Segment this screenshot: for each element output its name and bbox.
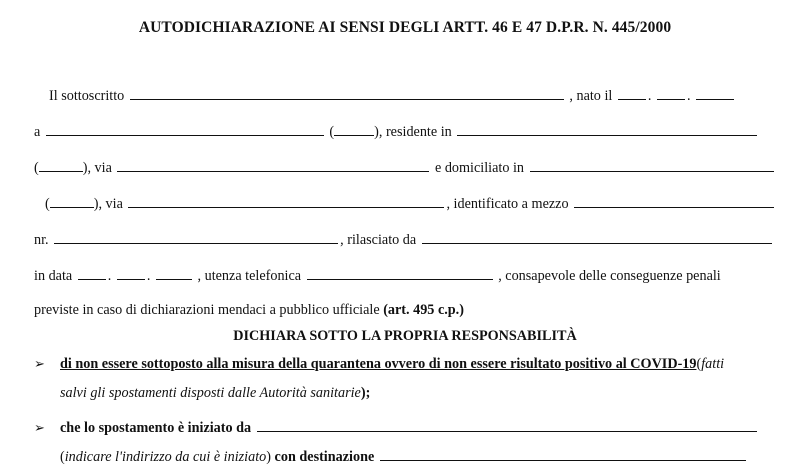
label-sottoscritto: Il sottoscritto [49, 88, 125, 104]
paren: ) [266, 449, 271, 465]
row-via-domicilio [34, 157, 776, 177]
row-sottoscritto [49, 85, 736, 105]
text-spostamento: che lo spostamento è iniziato da [60, 420, 252, 436]
field-issue-day[interactable] [78, 265, 106, 280]
field-phone[interactable] [307, 265, 493, 280]
section-heading: DICHIARA SOTTO LA PROPRIA RESPONSABILITÀ [233, 328, 577, 344]
label-domiciliato: e domiciliato in [434, 160, 525, 176]
field-issue-month[interactable] [117, 265, 145, 280]
row-documento [34, 229, 774, 249]
text-art-495: (art. 495 c.p.) [383, 302, 464, 318]
label-a: a [34, 124, 41, 140]
bullet-spostamento [34, 417, 759, 437]
paren: ( [60, 449, 65, 465]
row-via-identificato [45, 193, 776, 213]
row-destinazione [60, 446, 748, 466]
label-via: ), via [93, 196, 123, 212]
arrow-bullet-icon: ➢ [34, 356, 45, 371]
dot: . [146, 268, 151, 284]
label-residente: ), residente in [374, 124, 452, 140]
text-previste: previste in caso di dichiarazioni mendaci a pubblico ufficiale [34, 302, 380, 318]
dot: . [647, 88, 652, 104]
field-issue-year[interactable] [156, 265, 192, 280]
field-residence-street[interactable] [117, 157, 429, 172]
field-domicile-province[interactable] [50, 193, 94, 208]
label-consapevole: , consapevole delle conseguenze penali [498, 268, 721, 284]
paren: ); [360, 385, 371, 401]
field-birth-place[interactable] [46, 121, 324, 136]
bullet-quarantena-cont [60, 384, 370, 402]
row-luogo [34, 121, 759, 141]
bullet-quarantena [34, 355, 724, 373]
label-nr: nr. [34, 232, 49, 248]
label-nato: , nato il [569, 88, 613, 104]
document-title: AUTODICHIARAZIONE AI SENSI DEGLI ARTT. 46 E 47 D.P.R. N. 445/2000 [138, 19, 672, 36]
paren: ( [329, 124, 335, 140]
text-fatti: fatti [701, 356, 725, 372]
field-name[interactable] [130, 85, 564, 100]
dot: . [686, 88, 691, 104]
paren: ( [696, 356, 702, 372]
row-data-telefono [34, 265, 721, 285]
row-previste [34, 301, 464, 319]
text-destinazione: con destinazione [274, 449, 375, 465]
field-residence[interactable] [457, 121, 757, 136]
field-id-document[interactable] [574, 193, 774, 208]
text-quarantena: di non essere sottoposto alla misura della quarantena ovvero di non essere risultato positivo al COVID-19 [60, 356, 697, 372]
label-utenza: , utenza telefonica [197, 268, 302, 284]
label-rilasciato: , rilasciato da [340, 232, 417, 248]
field-issued-by[interactable] [422, 229, 772, 244]
field-birth-month[interactable] [657, 85, 685, 100]
field-start-address[interactable] [257, 417, 757, 432]
field-birth-day[interactable] [618, 85, 646, 100]
dot: . [107, 268, 112, 284]
field-domicile-street[interactable] [128, 193, 444, 208]
field-domicile[interactable] [530, 157, 774, 172]
paren: ( [34, 160, 39, 176]
paren: ( [45, 196, 50, 212]
label-identificato: , identificato a mezzo [446, 196, 569, 212]
text-salvi: salvi gli spostamenti disposti dalle Autorità sanitarie [60, 385, 361, 401]
label-in-data: in data [34, 268, 73, 284]
arrow-bullet-icon: ➢ [34, 420, 45, 435]
text-indicare: indicare l'indirizzo da cui è iniziato [64, 449, 267, 465]
field-document-number[interactable] [54, 229, 338, 244]
field-destination[interactable] [380, 446, 746, 461]
field-residence-province[interactable] [39, 157, 83, 172]
field-birth-year[interactable] [696, 85, 734, 100]
field-birth-province[interactable] [334, 121, 374, 136]
label-via: ), via [82, 160, 112, 176]
